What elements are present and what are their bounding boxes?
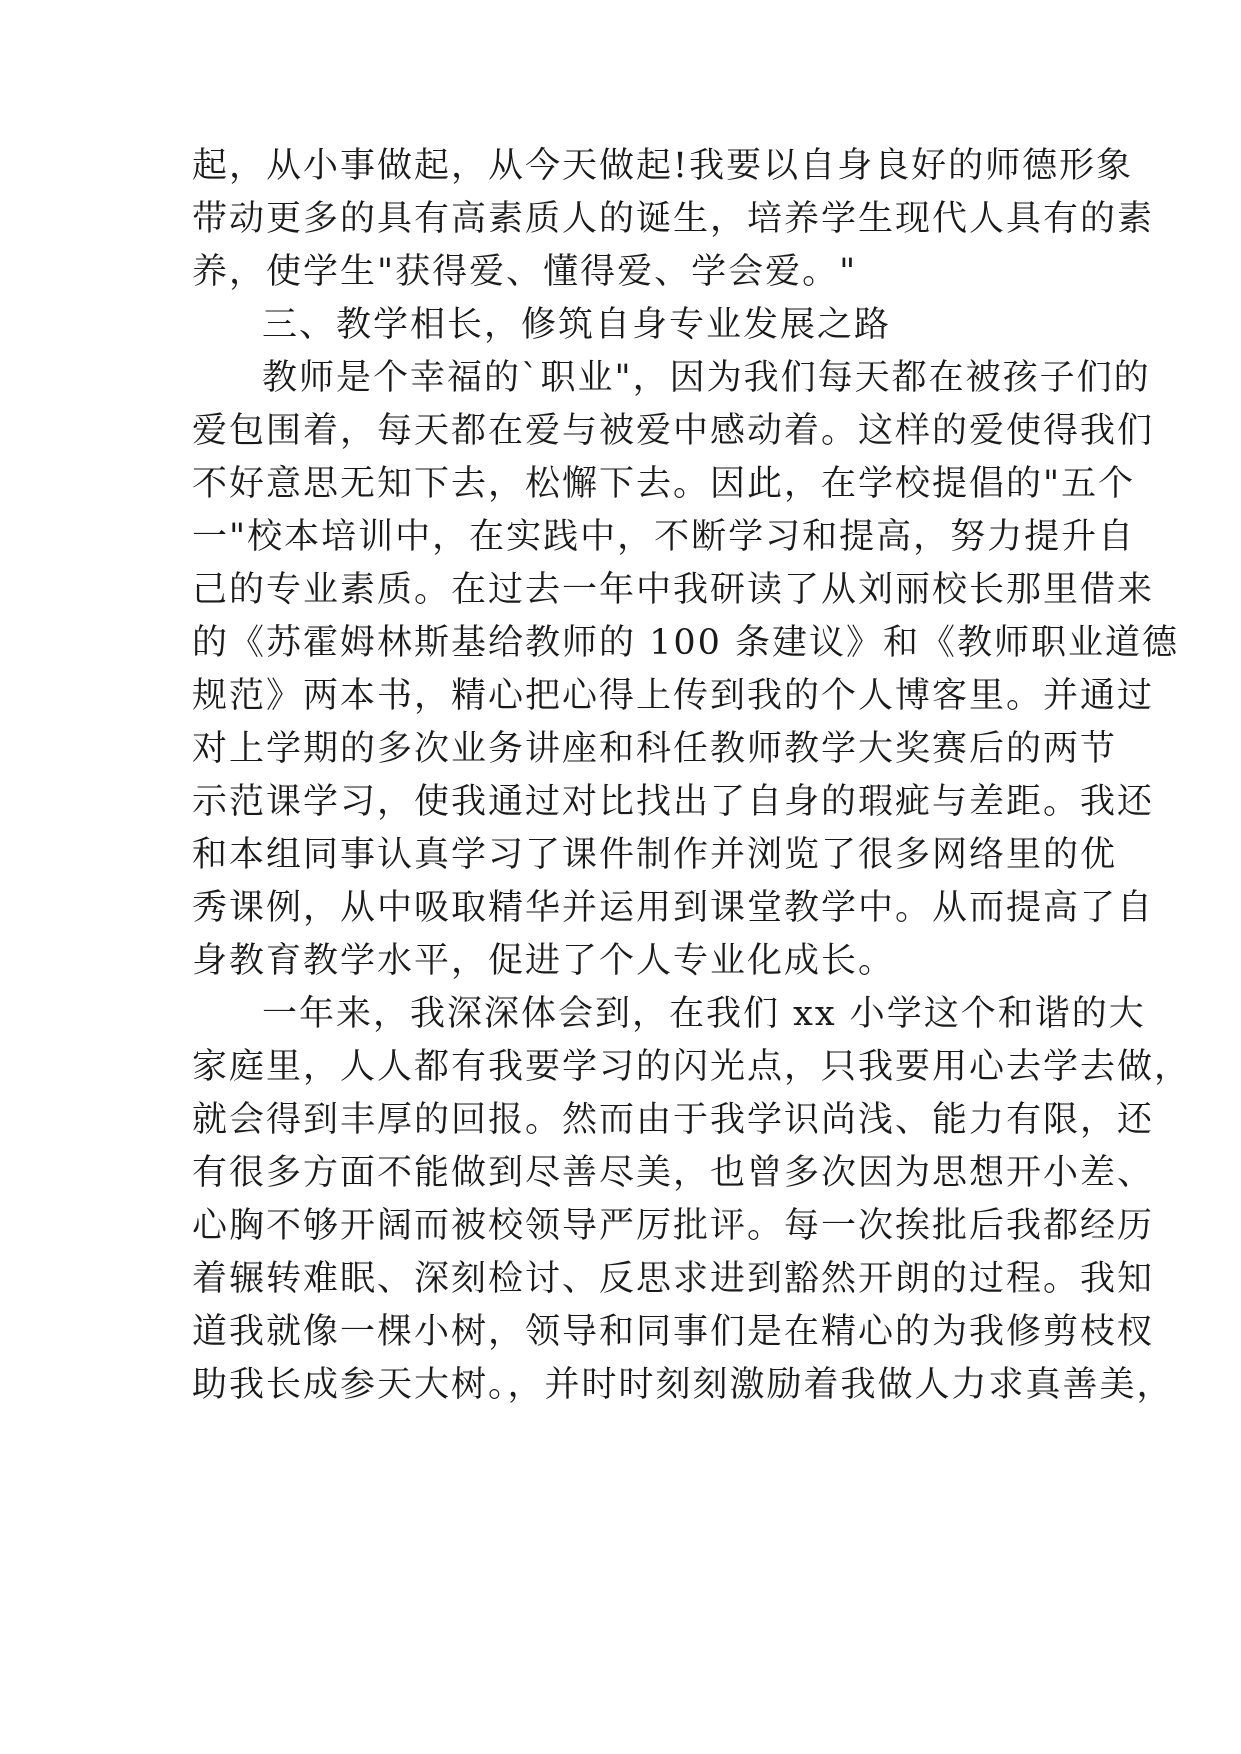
text-line: 示范课学习，使我通过对比找出了自身的瑕疵与差距。我还 [192, 782, 1155, 822]
text-line: 的《苏霍姆林斯基给教师的 100 条建议》和《教师职业道德 [192, 623, 1180, 663]
text-line: 养，使学生"获得爱、懂得爱、学会爱。" [192, 252, 858, 292]
text-line: 着辗转难眠、深刻检讨、反思求进到豁然开朗的过程。我知 [192, 1259, 1155, 1299]
text-line: 道我就像一棵小树，领导和同事们是在精心的为我修剪枝杈 [192, 1312, 1155, 1352]
text-line: 规范》两本书，精心把心得上传到我的个人博客里。并通过 [192, 676, 1155, 716]
text-line: 一年来，我深深体会到，在我们 xx 小学这个和谐的大 [262, 994, 1146, 1034]
text-line: 带动更多的具有高素质人的诞生，培养学生现代人具有的素 [192, 199, 1155, 239]
text-line: 己的专业素质。在过去一年中我研读了从刘丽校长那里借来 [192, 570, 1155, 610]
text-line: 就会得到丰厚的回报。然而由于我学识尚浅、能力有限，还 [192, 1100, 1155, 1140]
text-line: 家庭里，人人都有我要学习的闪光点，只我要用心去学去做， [192, 1047, 1192, 1087]
section-heading: 三、教学相长，修筑自身专业发展之路 [262, 305, 892, 345]
text-line: 一"校本培训中，在实践中，不断学习和提高，努力提升自 [192, 517, 1136, 557]
text-line: 和本组同事认真学习了课件制作并浏览了很多网络里的优 [192, 835, 1118, 875]
text-line: 有很多方面不能做到尽善尽美，也曾多次因为思想开小差、 [192, 1153, 1155, 1193]
text-line: 不好意思无知下去，松懈下去。因此，在学校提倡的"五个 [192, 464, 1136, 504]
text-line: 身教育教学水平，促进了个人专业化成长。 [192, 941, 896, 981]
text-line: 秀课例，从中吸取精华并运用到课堂教学中。从而提高了自 [192, 888, 1155, 928]
text-line: 教师是个幸福的`职业"，因为我们每天都在被孩子们的 [262, 358, 1151, 398]
text-line: 爱包围着，每天都在爱与被爱中感动着。这样的爱使得我们 [192, 411, 1155, 451]
text-line: 心胸不够开阔而被校领导严厉批评。每一次挨批后我都经历 [192, 1206, 1155, 1246]
text-line: 对上学期的多次业务讲座和科任教师教学大奖赛后的两节 [192, 729, 1118, 769]
text-line: 助我长成参天大树。，并时时刻刻激励着我做人力求真善美， [192, 1365, 1174, 1405]
text-line: 起，从小事做起，从今天做起!我要以自身良好的师德形象 [192, 146, 1134, 186]
